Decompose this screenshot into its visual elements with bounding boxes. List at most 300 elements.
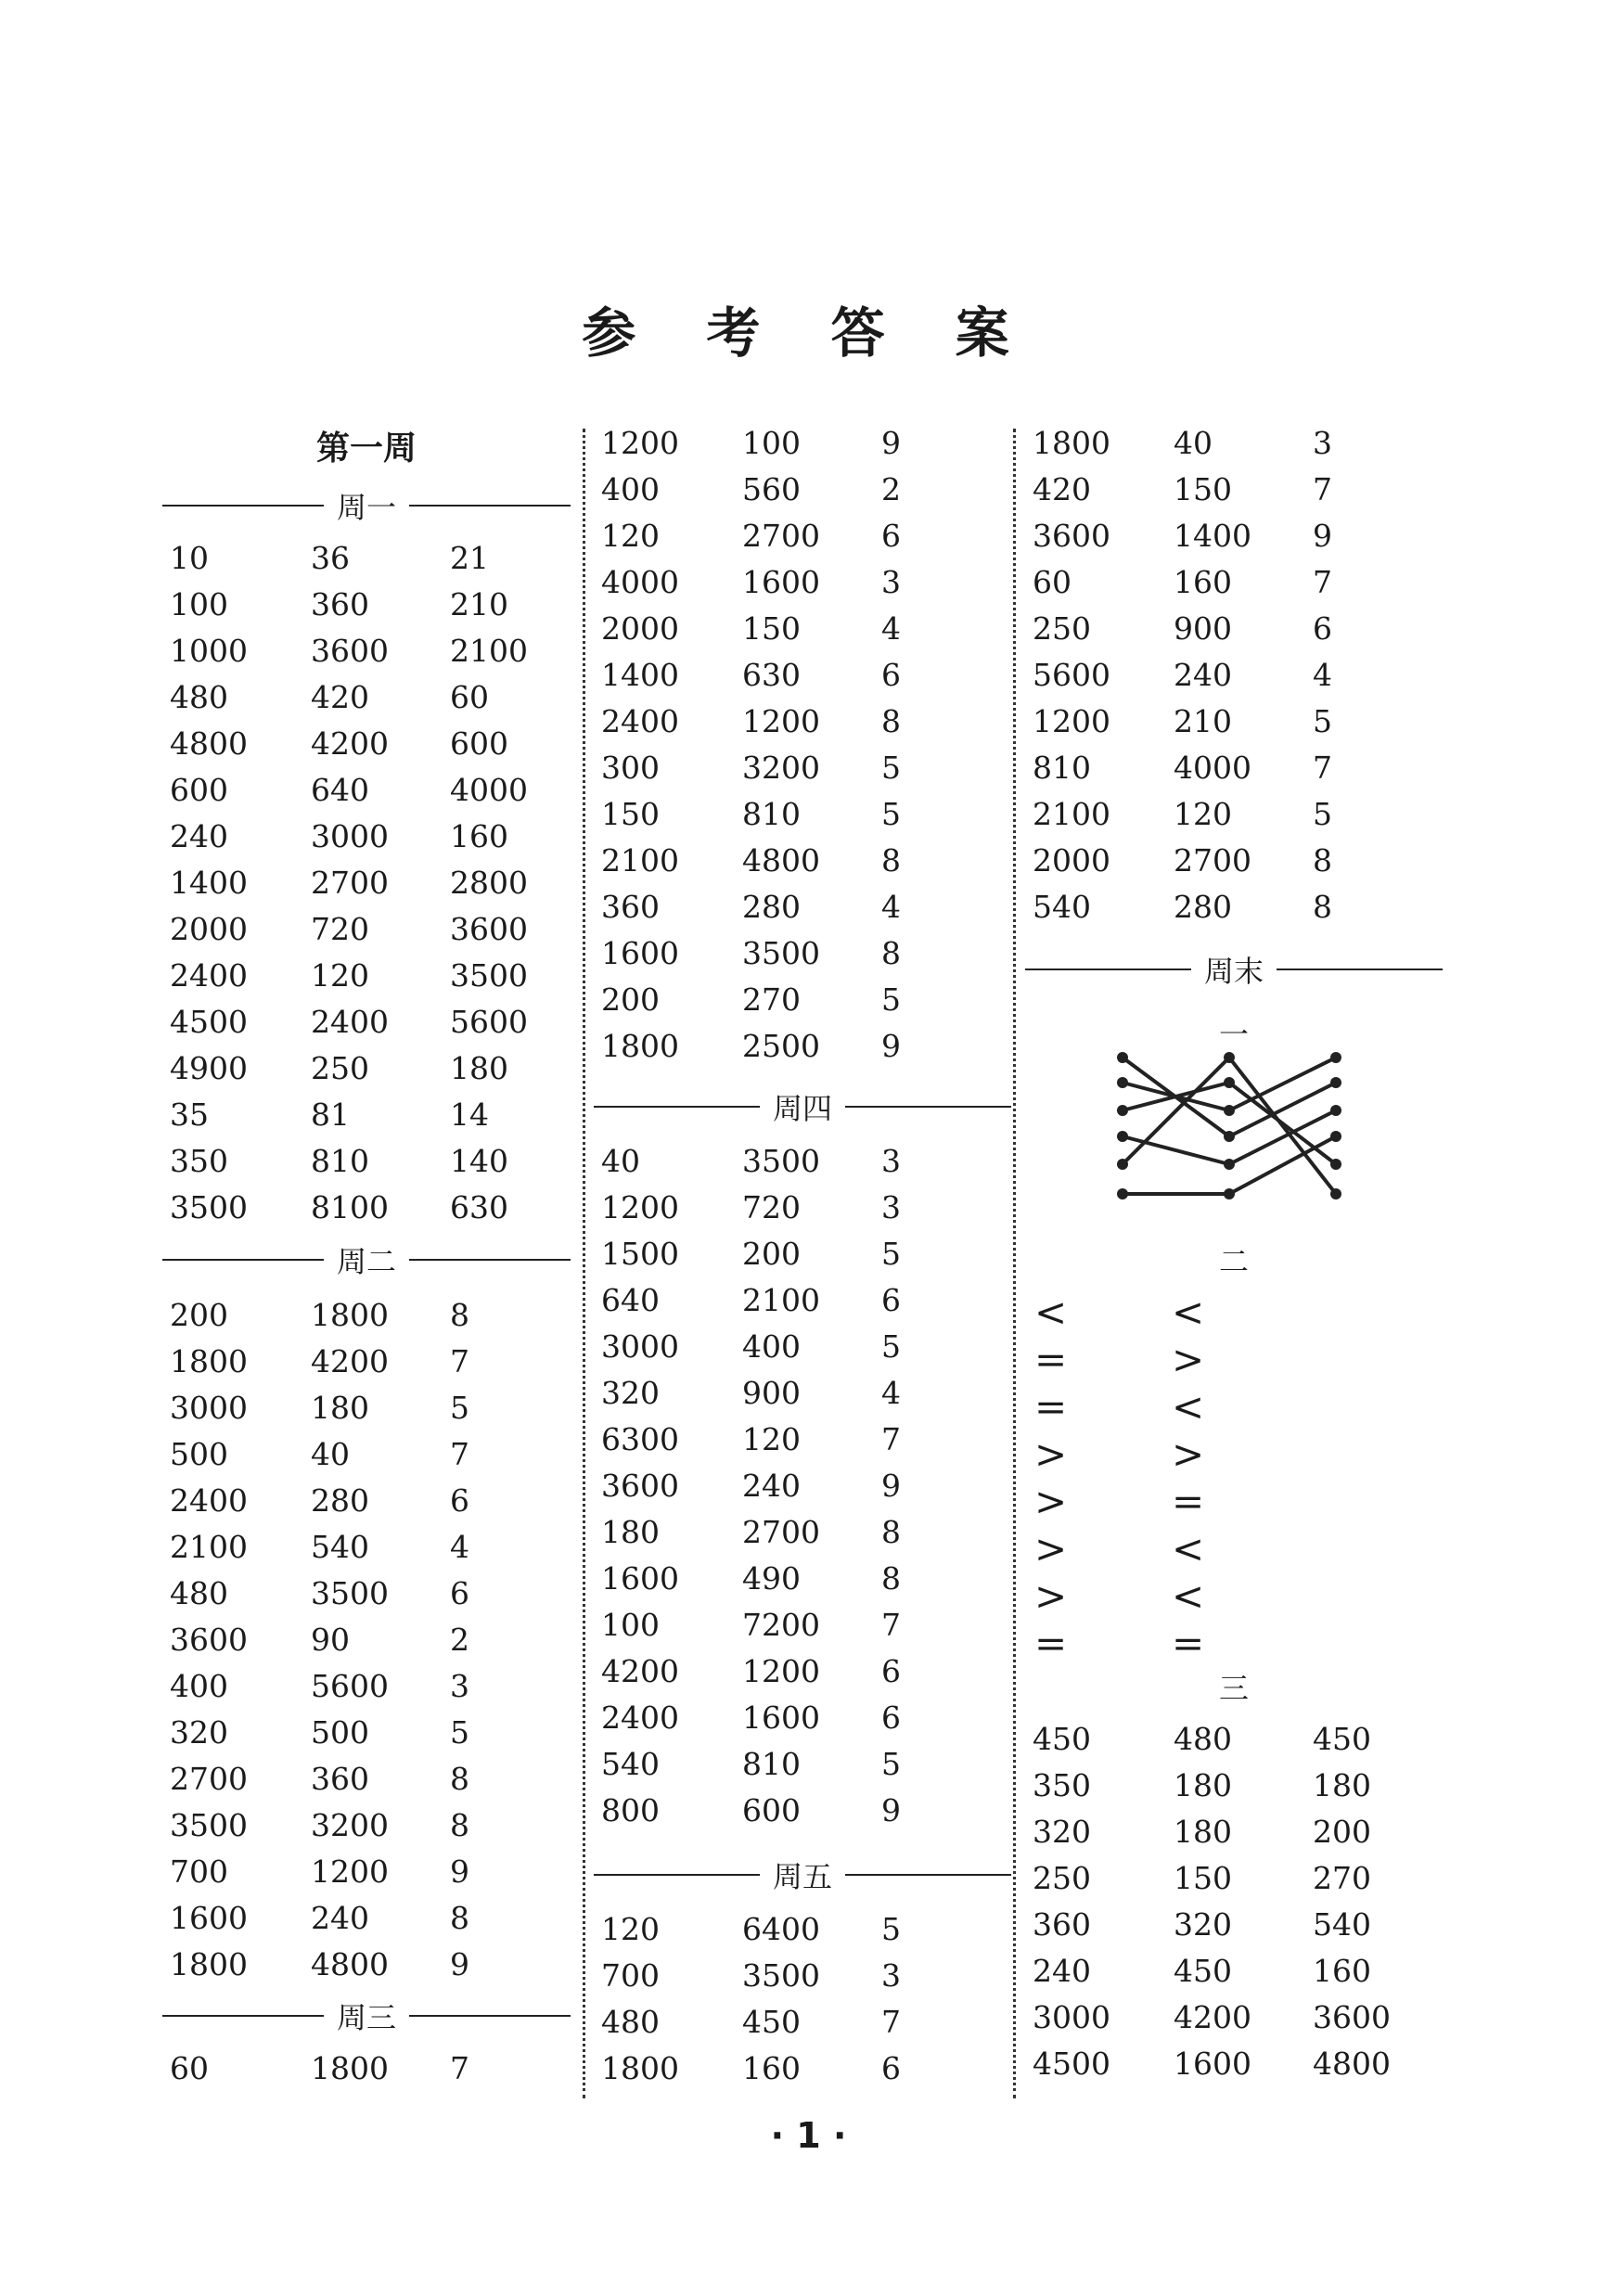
- answer-value: 6300: [601, 1421, 679, 1457]
- answer-value: 2400: [170, 957, 248, 994]
- compare-symbol: <: [1172, 1384, 1205, 1430]
- answer-value: 2700: [742, 1514, 820, 1550]
- answer-value: 900: [742, 1375, 801, 1411]
- answer-value: 3500: [170, 1189, 248, 1225]
- answer-row: [162, 1297, 571, 1343]
- answer-row: [162, 725, 571, 772]
- answer-value: 81: [311, 1097, 350, 1133]
- answer-row: [162, 1143, 571, 1189]
- answer-value: 1200: [742, 703, 820, 739]
- answer-row: [162, 1575, 571, 1622]
- answer-row: [1025, 518, 1443, 564]
- answer-value: 6400: [742, 1911, 820, 1947]
- matching-diagram: [1099, 1044, 1350, 1234]
- answer-value: 3000: [311, 818, 389, 854]
- answer-row: [162, 1050, 571, 1097]
- answer-value: 320: [170, 1714, 228, 1751]
- answer-value: 160: [1313, 1953, 1371, 1989]
- match-dot: [1224, 1105, 1235, 1116]
- answer-value: 700: [601, 1957, 660, 1994]
- answer-value: 1200: [311, 1853, 389, 1890]
- answer-value: 120: [742, 1421, 801, 1457]
- answer-row: [162, 1946, 571, 1993]
- answer-value: 3: [1313, 425, 1332, 461]
- answer-row: [594, 842, 1011, 889]
- week-title: 第一周: [315, 430, 417, 468]
- answer-value: 6: [881, 2050, 901, 2086]
- section-heading-fri: 周五: [594, 1853, 1011, 1896]
- answer-value: 490: [742, 1560, 801, 1597]
- answer-value: 400: [170, 1668, 228, 1704]
- answer-value: 9: [1313, 518, 1332, 554]
- answer-value: 7200: [742, 1607, 820, 1643]
- answer-value: 7: [1313, 471, 1332, 507]
- answer-value: 1600: [170, 1900, 248, 1936]
- answer-value: 3600: [601, 1468, 679, 1504]
- answer-row: [594, 1236, 1011, 1282]
- answer-value: 8: [450, 1297, 469, 1333]
- answer-value: 450: [742, 2004, 801, 2040]
- match-dot: [1224, 1077, 1235, 1088]
- answer-value: 9: [881, 425, 901, 461]
- answer-value: 60: [1033, 564, 1072, 600]
- answer-row: [162, 2050, 571, 2097]
- answer-value: 7: [1313, 750, 1332, 786]
- answer-value: 100: [170, 586, 228, 622]
- answer-value: 200: [601, 981, 660, 1018]
- column-divider: [1013, 429, 1016, 2098]
- answer-value: 5: [881, 981, 901, 1018]
- answer-value: 360: [601, 889, 660, 925]
- answer-value: 2000: [1033, 842, 1110, 879]
- answer-value: 1800: [170, 1343, 248, 1379]
- answer-row: [594, 1143, 1011, 1189]
- match-line: [1229, 1058, 1336, 1110]
- answer-value: 4800: [1313, 2046, 1391, 2082]
- answer-value: 320: [1033, 1814, 1091, 1850]
- answer-row: [1025, 1814, 1443, 1860]
- match-dot: [1224, 1052, 1235, 1063]
- compare-symbol: <: [1172, 1526, 1205, 1571]
- page-title: 参 考 答 案: [582, 301, 1035, 365]
- answer-row: [594, 889, 1011, 935]
- answer-value: 2700: [311, 865, 389, 901]
- answer-value: 180: [1174, 1767, 1232, 1803]
- answer-value: 1800: [601, 1028, 679, 1064]
- answer-value: 720: [742, 1189, 801, 1225]
- answer-value: 4200: [601, 1653, 679, 1689]
- answer-value: 1800: [601, 2050, 679, 2086]
- answer-value: 500: [311, 1714, 369, 1751]
- answer-value: 7: [450, 2050, 469, 2086]
- answer-row: [1025, 1767, 1443, 1814]
- answer-value: 360: [311, 1761, 369, 1797]
- answer-row: [162, 1900, 571, 1946]
- match-dot: [1224, 1188, 1235, 1199]
- answer-value: 3: [881, 1957, 901, 1994]
- answer-row: [594, 425, 1011, 471]
- answer-value: 1000: [170, 633, 248, 669]
- answer-row: [1025, 796, 1443, 842]
- answer-value: 810: [742, 1746, 801, 1782]
- answer-value: 1200: [1033, 703, 1110, 739]
- part-one-label: 一: [1218, 1017, 1249, 1052]
- match-dot: [1117, 1077, 1128, 1088]
- answer-value: 1800: [311, 1297, 389, 1333]
- answer-value: 2400: [601, 703, 679, 739]
- compare-row: [1025, 1526, 1443, 1572]
- answer-row: [162, 1714, 571, 1761]
- answer-value: 4200: [1174, 1999, 1251, 2035]
- answer-value: 120: [601, 518, 660, 554]
- answer-row: [594, 1700, 1011, 1746]
- answer-value: 21: [450, 540, 489, 576]
- answer-value: 4200: [311, 725, 389, 762]
- answer-value: 300: [601, 750, 660, 786]
- answer-value: 280: [311, 1482, 369, 1519]
- answer-row: [162, 1853, 571, 1900]
- answer-row: [162, 1004, 571, 1050]
- compare-symbol: >: [1034, 1526, 1068, 1571]
- answer-value: 2100: [1033, 796, 1110, 832]
- answer-row: [162, 540, 571, 586]
- answer-value: 600: [450, 725, 508, 762]
- answer-value: 3000: [601, 1328, 679, 1365]
- answer-row: [594, 2004, 1011, 2050]
- match-line: [1229, 1110, 1336, 1164]
- answer-value: 210: [450, 586, 508, 622]
- answer-value: 500: [170, 1436, 228, 1472]
- answer-row: [594, 1028, 1011, 1074]
- answer-value: 2100: [170, 1529, 248, 1565]
- answer-value: 120: [1174, 796, 1232, 832]
- answer-value: 3500: [742, 935, 820, 971]
- answer-value: 5: [450, 1714, 469, 1751]
- answer-row: [1025, 471, 1443, 518]
- answer-value: 5: [881, 1746, 901, 1782]
- answer-value: 3600: [170, 1622, 248, 1658]
- answer-value: 150: [742, 610, 801, 647]
- match-dot: [1117, 1105, 1128, 1116]
- answer-row: [594, 1375, 1011, 1421]
- answer-value: 4000: [450, 772, 528, 808]
- answer-value: 2100: [742, 1282, 820, 1318]
- compare-row: [1025, 1384, 1443, 1430]
- answer-value: 6: [450, 1575, 469, 1611]
- answer-value: 1200: [601, 1189, 679, 1225]
- answer-row: [594, 1746, 1011, 1792]
- answer-row: [594, 1653, 1011, 1700]
- match-dot: [1224, 1131, 1235, 1142]
- answer-value: 5: [450, 1390, 469, 1426]
- answer-value: 6: [881, 518, 901, 554]
- compare-row: [1025, 1479, 1443, 1525]
- answer-row: [162, 1622, 571, 1668]
- answer-value: 480: [170, 1575, 228, 1611]
- answer-value: 1500: [601, 1236, 679, 1272]
- match-dot: [1117, 1159, 1128, 1170]
- answer-value: 6: [450, 1482, 469, 1519]
- answer-value: 4: [881, 889, 901, 925]
- answer-row: [162, 957, 571, 1004]
- answer-row: [162, 633, 571, 679]
- answer-value: 810: [742, 796, 801, 832]
- answer-value: 240: [742, 1468, 801, 1504]
- answer-value: 6: [881, 657, 901, 693]
- compare-symbol: =: [1172, 1479, 1205, 1524]
- answer-value: 150: [1174, 1860, 1232, 1896]
- answer-value: 4: [1313, 657, 1332, 693]
- answer-value: 3500: [742, 1957, 820, 1994]
- part-two-label: 二: [1218, 1244, 1249, 1279]
- answer-value: 7: [881, 1421, 901, 1457]
- answer-value: 3200: [742, 750, 820, 786]
- answer-row: [162, 1761, 571, 1807]
- answer-value: 360: [1033, 1906, 1091, 1943]
- match-line: [1229, 1083, 1336, 1164]
- answer-row: [594, 796, 1011, 842]
- answer-value: 160: [1174, 564, 1232, 600]
- answer-value: 3: [881, 1143, 901, 1179]
- answer-row: [594, 518, 1011, 564]
- answer-value: 8: [881, 1560, 901, 1597]
- answer-value: 900: [1174, 610, 1232, 647]
- answer-row: [162, 911, 571, 957]
- answer-value: 400: [742, 1328, 801, 1365]
- answer-value: 280: [1174, 889, 1232, 925]
- answer-value: 2100: [601, 842, 679, 879]
- answer-row: [594, 1421, 1011, 1468]
- answer-value: 8100: [311, 1189, 389, 1225]
- answer-value: 1800: [170, 1946, 248, 1982]
- compare-symbol: =: [1172, 1621, 1205, 1666]
- answer-value: 3200: [311, 1807, 389, 1843]
- answer-value: 1400: [170, 865, 248, 901]
- section-heading-weekend: 周末: [1025, 948, 1443, 991]
- answer-row: [594, 981, 1011, 1028]
- answer-value: 250: [1033, 610, 1091, 647]
- answer-row: [1025, 703, 1443, 750]
- compare-symbol: <: [1172, 1289, 1205, 1335]
- match-line: [1123, 1058, 1229, 1164]
- answer-value: 320: [1174, 1906, 1232, 1943]
- answer-value: 480: [1174, 1721, 1232, 1757]
- answer-value: 3: [450, 1668, 469, 1704]
- answer-row: [594, 1189, 1011, 1236]
- answer-row: [162, 1482, 571, 1529]
- answer-row: [162, 586, 571, 633]
- answer-row: [162, 1390, 571, 1436]
- answer-value: 100: [742, 425, 801, 461]
- answer-value: 4800: [311, 1946, 389, 1982]
- answer-value: 810: [1033, 750, 1091, 786]
- answer-value: 240: [1033, 1953, 1091, 1989]
- answer-value: 180: [1174, 1814, 1232, 1850]
- answer-value: 540: [311, 1529, 369, 1565]
- answer-value: 4500: [170, 1004, 248, 1040]
- answer-row: [594, 1957, 1011, 2004]
- compare-symbol: >: [1034, 1431, 1068, 1477]
- answer-value: 250: [311, 1050, 369, 1086]
- match-line: [1229, 1136, 1336, 1194]
- answer-value: 2: [881, 471, 901, 507]
- answer-value: 8: [450, 1807, 469, 1843]
- answer-value: 8: [881, 1514, 901, 1550]
- answer-row: [1025, 1906, 1443, 1953]
- answer-value: 40: [311, 1436, 350, 1472]
- answer-value: 2: [450, 1622, 469, 1658]
- answer-value: 5: [881, 796, 901, 832]
- answer-row: [594, 703, 1011, 750]
- answer-row: [594, 1282, 1011, 1328]
- answer-row: [1025, 425, 1443, 471]
- answer-value: 4: [881, 1375, 901, 1411]
- answer-value: 3600: [1033, 518, 1110, 554]
- answer-row: [1025, 1721, 1443, 1767]
- answer-value: 3500: [311, 1575, 389, 1611]
- answer-value: 2100: [450, 633, 528, 669]
- answer-value: 7: [450, 1436, 469, 1472]
- answer-row: [162, 1807, 571, 1853]
- answer-value: 3500: [450, 957, 528, 994]
- answer-value: 200: [1313, 1814, 1371, 1850]
- answer-value: 240: [170, 818, 228, 854]
- answer-row: [1025, 564, 1443, 610]
- answer-row: [162, 1668, 571, 1714]
- answer-value: 3600: [1313, 1999, 1391, 2035]
- answer-value: 360: [311, 586, 369, 622]
- answer-value: 180: [1313, 1767, 1371, 1803]
- answer-row: [594, 1514, 1011, 1560]
- answer-value: 200: [170, 1297, 228, 1333]
- section-heading-mon: 周一: [162, 484, 571, 527]
- answer-value: 4200: [311, 1343, 389, 1379]
- answer-value: 5600: [450, 1004, 528, 1040]
- answer-value: 6: [881, 1700, 901, 1736]
- answer-value: 9: [881, 1028, 901, 1064]
- answer-value: 5: [881, 750, 901, 786]
- answer-row: [594, 1560, 1011, 1607]
- answer-value: 1400: [601, 657, 679, 693]
- compare-row: [1025, 1573, 1443, 1620]
- answer-value: 4800: [742, 842, 820, 879]
- compare-row: [1025, 1289, 1443, 1336]
- answer-row: [594, 935, 1011, 981]
- answer-value: 5600: [1033, 657, 1110, 693]
- answer-value: 560: [742, 471, 801, 507]
- answer-value: 6: [881, 1653, 901, 1689]
- answer-value: 4000: [1174, 750, 1251, 786]
- match-dot: [1330, 1077, 1341, 1088]
- answer-value: 1600: [1174, 2046, 1251, 2082]
- answer-value: 36: [311, 540, 350, 576]
- answer-row: [594, 471, 1011, 518]
- answer-value: 3600: [450, 911, 528, 947]
- answer-value: 200: [742, 1236, 801, 1272]
- answer-value: 4: [881, 610, 901, 647]
- answer-value: 450: [1174, 1953, 1232, 1989]
- answer-value: 40: [1174, 425, 1213, 461]
- answer-value: 600: [170, 772, 228, 808]
- section-heading-tue: 周二: [162, 1238, 571, 1281]
- answer-value: 2000: [170, 911, 248, 947]
- answer-value: 120: [601, 1911, 660, 1947]
- compare-symbol: >: [1172, 1431, 1205, 1477]
- answer-row: [162, 1529, 571, 1575]
- answer-value: 4000: [601, 564, 679, 600]
- answer-value: 3600: [311, 633, 389, 669]
- answer-value: 1600: [742, 1700, 820, 1736]
- answer-value: 2000: [601, 610, 679, 647]
- answer-value: 9: [450, 1946, 469, 1982]
- compare-symbol: >: [1172, 1337, 1205, 1382]
- answer-value: 1800: [311, 2050, 389, 2086]
- compare-symbol: =: [1034, 1337, 1068, 1382]
- answer-value: 2700: [1174, 842, 1251, 879]
- answer-value: 630: [742, 657, 801, 693]
- answer-value: 7: [881, 1607, 901, 1643]
- answer-value: 2700: [170, 1761, 248, 1797]
- answer-value: 2700: [742, 518, 820, 554]
- compare-row: [1025, 1431, 1443, 1478]
- answer-value: 7: [1313, 564, 1332, 600]
- compare-symbol: =: [1034, 1384, 1068, 1430]
- answer-value: 3000: [170, 1390, 248, 1426]
- answer-row: [162, 1097, 571, 1143]
- answer-value: 540: [1033, 889, 1091, 925]
- answer-value: 160: [742, 2050, 801, 2086]
- answer-value: 180: [601, 1514, 660, 1550]
- compare-symbol: >: [1034, 1573, 1068, 1619]
- answer-value: 6: [1313, 610, 1332, 647]
- answer-value: 3: [881, 564, 901, 600]
- answer-row: [594, 610, 1011, 657]
- answer-value: 640: [601, 1282, 660, 1318]
- answer-row: [162, 772, 571, 818]
- answer-value: 4: [450, 1529, 469, 1565]
- answer-value: 320: [601, 1375, 660, 1411]
- answer-row: [594, 1468, 1011, 1514]
- answer-value: 5: [881, 1328, 901, 1365]
- answer-value: 640: [311, 772, 369, 808]
- answer-value: 150: [1174, 471, 1232, 507]
- answer-value: 60: [450, 679, 489, 715]
- answer-value: 5: [1313, 796, 1332, 832]
- answer-row: [1025, 2046, 1443, 2092]
- answer-value: 40: [601, 1143, 640, 1179]
- answer-value: 2400: [311, 1004, 389, 1040]
- answer-value: 630: [450, 1189, 508, 1225]
- answer-row: [1025, 610, 1443, 657]
- answer-row: [162, 1343, 571, 1390]
- match-dot: [1330, 1131, 1341, 1142]
- answer-value: 270: [1313, 1860, 1371, 1896]
- answer-value: 1200: [742, 1653, 820, 1689]
- answer-value: 60: [170, 2050, 209, 2086]
- answer-value: 5600: [311, 1668, 389, 1704]
- answer-value: 9: [450, 1853, 469, 1890]
- answer-value: 800: [601, 1792, 660, 1828]
- compare-symbol: =: [1034, 1621, 1068, 1666]
- answer-value: 7: [450, 1343, 469, 1379]
- answer-value: 8: [450, 1900, 469, 1936]
- answer-row: [1025, 1999, 1443, 2046]
- answer-row: [1025, 1953, 1443, 1999]
- answer-value: 420: [311, 679, 369, 715]
- answer-row: [1025, 889, 1443, 935]
- answer-row: [162, 679, 571, 725]
- answer-value: 8: [881, 842, 901, 879]
